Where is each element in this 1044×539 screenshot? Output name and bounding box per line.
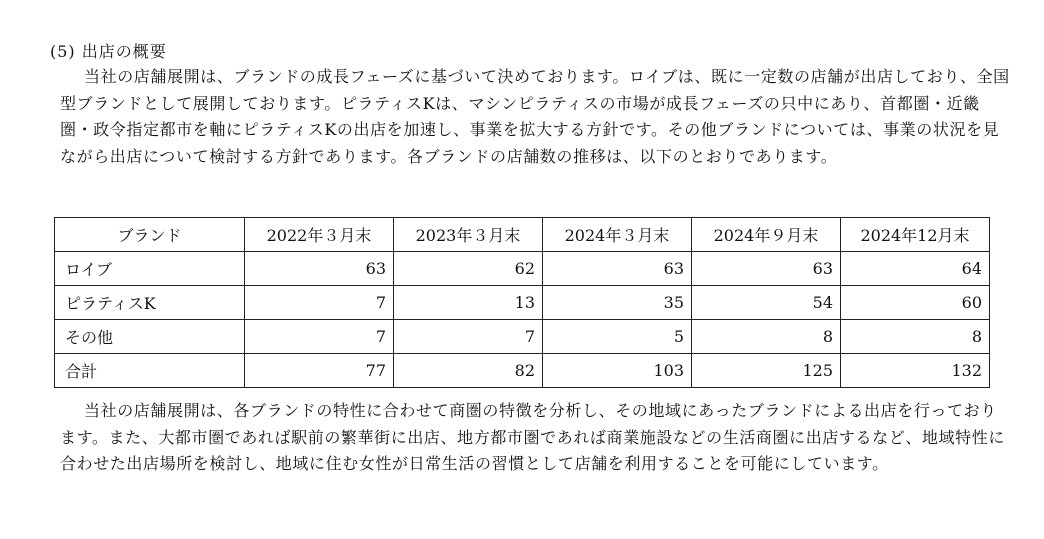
header-brand: ブランド [55, 218, 245, 252]
value-cell: 63 [543, 252, 692, 286]
value-cell: 7 [245, 320, 394, 354]
value-cell: 63 [692, 252, 841, 286]
value-cell: 103 [543, 354, 692, 388]
value-cell: 7 [245, 286, 394, 320]
brand-cell: その他 [55, 320, 245, 354]
brand-cell: ピラティスK [55, 286, 245, 320]
value-cell: 64 [841, 252, 990, 286]
closing-paragraph: 当社の店舗展開は、各ブランドの特性に合わせて商圏の特徴を分析し、その地域にあったブランドによる出店を行っております。また、大都市圏であれば駅前の繁華街に出店、地方都市圏であれば商業施設などの生活商圏に出店するなど、地域特性に合わせた出店場所を検討し、地域に住む女性が日常生活の習慣として店舗を利用することを可能にしています。 [60, 401, 1005, 473]
intro-paragraph: 当社の店舗展開は、ブランドの成長フェーズに基づいて決めております。ロイブは、既に一定数の店舗が出店しており、全国型ブランドとして展開しております。ピラティスKは、マシンピラティスの市場が成長フェーズの只中にあり、首都圏・近畿圏・政令指定都市を軸にピラティスKの出店を加速し、事業を拡大する方針です。その他ブランドについては、事業の状況を見ながら出店について検討する方針であります。各ブランドの店舗数の推移は、以下のとおりであります。 [60, 67, 1010, 166]
value-cell: 7 [394, 320, 543, 354]
header-2023-03: 2023年３月末 [394, 218, 543, 252]
header-2024-12: 2024年12月末 [841, 218, 990, 252]
value-cell: 132 [841, 354, 990, 388]
table-header-row [55, 218, 990, 252]
header-2024-09: 2024年９月末 [692, 218, 841, 252]
value-cell: 77 [245, 354, 394, 388]
value-cell: 54 [692, 286, 841, 320]
header-2022-03: 2022年３月末 [245, 218, 394, 252]
value-cell: 82 [394, 354, 543, 388]
value-cell: 63 [245, 252, 394, 286]
brand-cell: 合計 [55, 354, 245, 388]
header-2024-03: 2024年３月末 [543, 218, 692, 252]
value-cell: 62 [394, 252, 543, 286]
brand-cell: ロイブ [55, 252, 245, 286]
value-cell: 8 [841, 320, 990, 354]
table-row [55, 286, 990, 320]
table-row [55, 320, 990, 354]
value-cell: 8 [692, 320, 841, 354]
value-cell: 60 [841, 286, 990, 320]
table-row [55, 252, 990, 286]
value-cell: 5 [543, 320, 692, 354]
value-cell: 125 [692, 354, 841, 388]
store-count-table [54, 217, 990, 388]
value-cell: 13 [394, 286, 543, 320]
table-total-row [55, 354, 990, 388]
value-cell: 35 [543, 286, 692, 320]
section-heading: (5) 出店の概要 [50, 42, 167, 61]
